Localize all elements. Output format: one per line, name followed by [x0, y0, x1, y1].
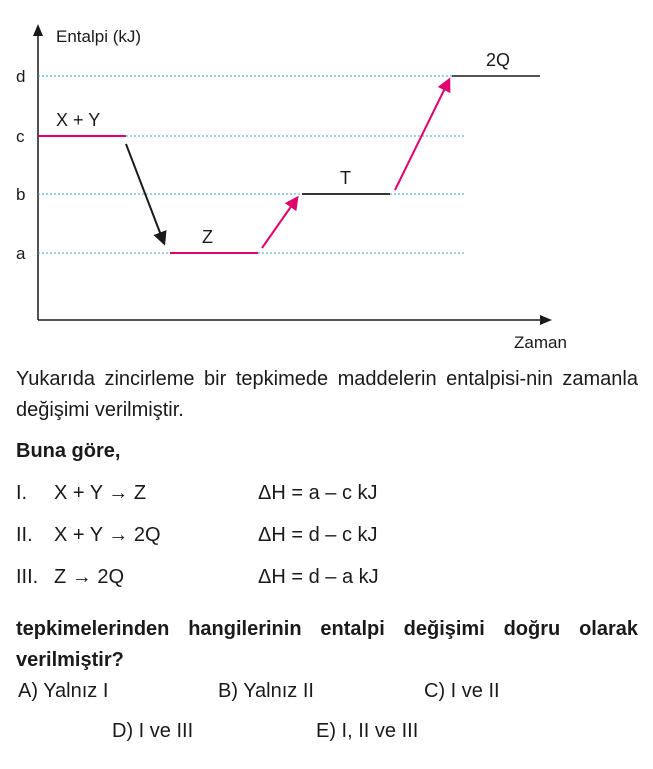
label-t: T: [340, 168, 351, 188]
y-tick-a: a: [16, 244, 26, 263]
statement-2: [16, 524, 616, 550]
statement-dh: ΔH = a – c kJ: [258, 482, 378, 504]
y-tick-c: c: [16, 127, 25, 146]
statement-reaction: Z → 2Q: [54, 566, 125, 588]
y-axis-label: Entalpi (kJ): [56, 27, 142, 46]
question-intro: Yukarıda zincirleme bir tepkimede maddelerin entalpisi-nin zamanla değişimi verilmiştir.: [16, 368, 638, 421]
statement-3: [16, 566, 616, 592]
statement-num: II.: [16, 524, 33, 546]
statement-num: III.: [16, 566, 39, 588]
arrow-z-to-t: [262, 198, 297, 248]
x-axis-arrow: [540, 315, 552, 325]
option-c[interactable]: C) I ve II: [424, 680, 500, 702]
arrow-t-to-2q: [395, 80, 449, 190]
statement-reaction: X + Y → 2Q: [54, 524, 161, 546]
label-z: Z: [202, 227, 213, 247]
question-ask: tepkimelerinden hangilerinin entalpi değişimi doğru olarak verilmiştir?: [16, 618, 638, 671]
statement-dh: ΔH = d – c kJ: [258, 524, 378, 546]
label-2q: 2Q: [486, 50, 511, 70]
option-d[interactable]: D) I ve III: [112, 720, 194, 742]
label-xy: X + Y: [56, 110, 101, 130]
question-prompt: Buna göre,: [16, 440, 121, 462]
y-axis-arrow: [33, 24, 43, 36]
option-e[interactable]: E) I, II ve III: [316, 720, 419, 742]
enthalpy-diagram: [0, 0, 653, 360]
statement-1: [16, 482, 616, 508]
statement-dh: ΔH = d – a kJ: [258, 566, 379, 588]
y-tick-d: d: [16, 67, 26, 86]
statement-reaction: X + Y → Z: [54, 482, 147, 504]
y-tick-b: b: [16, 185, 26, 204]
option-b[interactable]: B) Yalnız II: [218, 680, 314, 702]
x-axis-label: Zaman: [514, 333, 567, 352]
option-a[interactable]: A) Yalnız I: [18, 680, 109, 702]
statement-num: I.: [16, 482, 28, 504]
